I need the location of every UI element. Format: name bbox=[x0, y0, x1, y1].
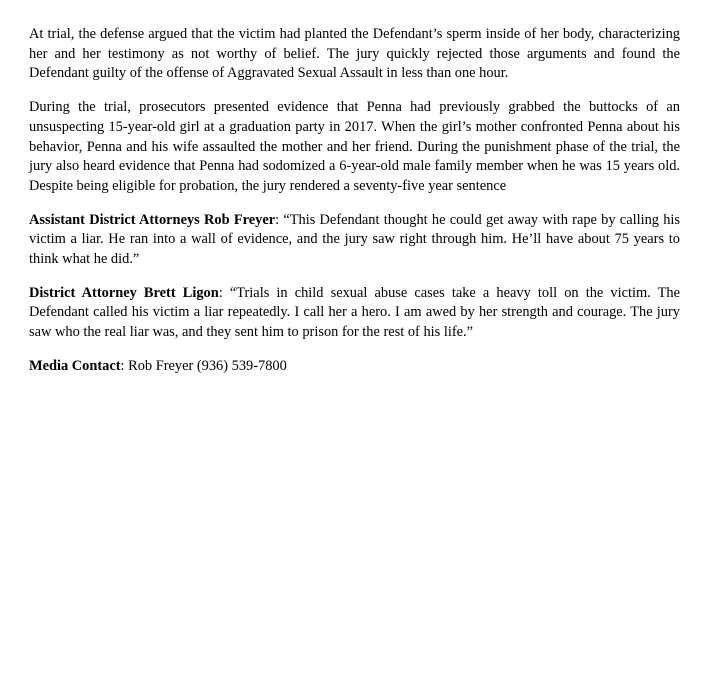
media-contact-text: : Rob Freyer (936) 539-7800 bbox=[120, 357, 287, 374]
quote-district-attorney bbox=[29, 284, 680, 343]
quote-text: : “This Defendant thought he could get away with rape by calling his victim a liar. He ran into a wall of evidence, and the jury saw right through him. He’ll have about 75 years to think what he did.” bbox=[29, 211, 681, 268]
media-contact-label: Media Contact bbox=[29, 357, 121, 374]
paragraph-trial-evidence: During the trial, prosecutors presented evidence that Penna had previously grabbed the buttocks of an unsuspecting 15-year-old girl at a graduation party in 2017. When the girl’s mother confronted Penna about his behavior, Penna and his wife assaulted the mother and her friend. During the punishment phase of the trial, the jury also heard evidence that Penna had sodomized a 6-year-old male family member when he was 15 years old. Despite being eligible for probation, the jury rendered a seventy-five year sentence bbox=[29, 99, 680, 194]
paragraph-trial-defense: At trial, the defense argued that the victim had planted the Defendant’s sperm inside of her body, characterizing her and her testimony as not worthy of belief. The jury quickly rejected those arguments and found the Defendant guilty of the offense of Aggravated Sexual Assault in less than one hour. bbox=[29, 26, 680, 82]
quote-text: : “Trials in child sexual abuse cases take a heavy toll on the victim. The Defendant called his victim a liar repeatedly. I call her a hero. I am awed by her strength and courage. The jury saw who the real liar was, and they sent him to prison for the rest of his life.” bbox=[29, 284, 680, 341]
document-body bbox=[29, 25, 680, 391]
quote-assistant-da bbox=[29, 211, 680, 270]
media-contact bbox=[29, 357, 680, 377]
quote-speaker: Assistant District Attorneys Rob Freyer bbox=[29, 211, 276, 228]
quote-speaker: District Attorney Brett Ligon bbox=[29, 284, 219, 301]
